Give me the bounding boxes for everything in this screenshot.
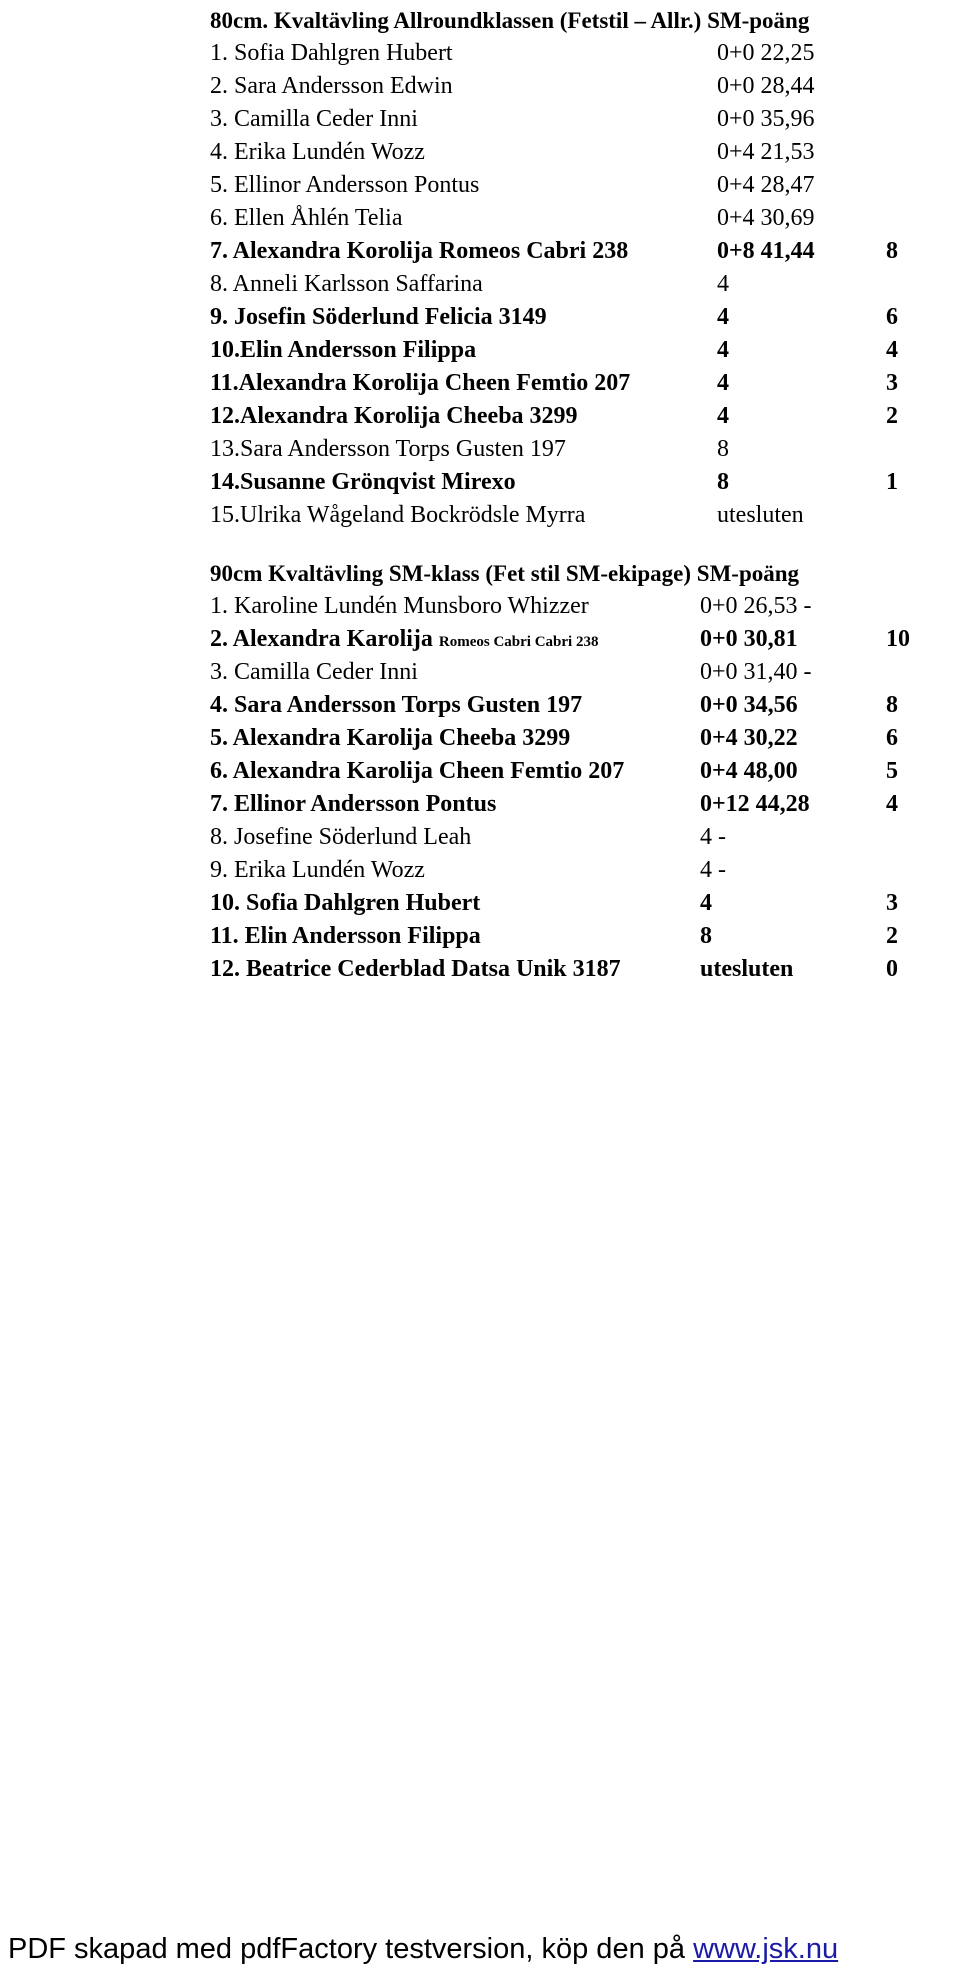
result: 0+0 35,96 [717, 106, 815, 132]
result-row [210, 755, 950, 788]
result: 0+12 44,28 [700, 791, 810, 817]
result: 0+0 28,44 [717, 73, 815, 99]
rider-name: 3. Camilla Ceder Inni [210, 106, 418, 132]
rider-name: 8. Anneli Karlsson Saffarina [210, 271, 483, 297]
rider-horse [210, 623, 598, 659]
result: 0+4 28,47 [717, 172, 815, 198]
result-row [210, 400, 950, 433]
result-row [210, 953, 950, 986]
result: 0+0 30,81 [700, 626, 798, 652]
rider-name: 6. Alexandra Karolija Cheen Femtio 207 [210, 758, 625, 784]
sm-points: 1 [886, 469, 898, 495]
result-row [210, 722, 950, 755]
result-row [210, 334, 950, 367]
rider-name: 5. Ellinor Andersson Pontus [210, 172, 480, 198]
section-80cm [210, 4, 950, 532]
rider-horse [210, 821, 471, 854]
results-list [210, 590, 950, 986]
result-row [210, 821, 950, 854]
rider-horse [210, 202, 403, 235]
result-row [210, 466, 950, 499]
sm-points: 6 [886, 725, 898, 751]
result-row [210, 499, 950, 532]
rider-horse [210, 400, 578, 433]
rider-horse [210, 235, 628, 268]
result-row [210, 689, 950, 722]
rider-name: 7. Alexandra Korolija Romeos Cabri 238 [210, 238, 629, 264]
rider-horse [210, 433, 566, 466]
rider-horse [210, 37, 453, 70]
section-title: 90cm Kvaltävling SM-klass (Fet stil SM-ekipage) SM-poäng [210, 561, 800, 586]
sm-points: 0 [886, 956, 898, 982]
result-row [210, 656, 950, 689]
rider-horse [210, 268, 483, 301]
rider-name: 8. Josefine Söderlund Leah [210, 824, 472, 850]
result-row [210, 920, 950, 953]
section-title: 80cm. Kvaltävling Allroundklassen (Fetstil – Allr.) SM-poäng [210, 8, 810, 33]
result: 0+8 41,44 [717, 238, 815, 264]
result-row [210, 854, 950, 887]
result-row [210, 367, 950, 400]
result: 0+4 21,53 [717, 139, 815, 165]
section-90cm [210, 557, 950, 986]
rider-horse [210, 169, 479, 202]
result: 0+4 30,69 [717, 205, 815, 231]
sm-points: 10 [886, 626, 910, 652]
result: 0+0 34,56 [700, 692, 798, 718]
result-row [210, 433, 950, 466]
rider-horse [210, 301, 547, 334]
result-row [210, 887, 950, 920]
result: 4 [717, 370, 729, 396]
rider-horse [210, 499, 585, 532]
result: 4 [717, 403, 729, 429]
rider-horse [210, 788, 496, 821]
sm-points: 2 [886, 403, 898, 429]
result-row [210, 70, 950, 103]
rider-name: 11. Elin Andersson Filippa [210, 923, 481, 949]
rider-horse [210, 466, 516, 499]
rider-name: 3. Camilla Ceder Inni [210, 659, 418, 685]
rider-name: 10. Sofia Dahlgren Hubert [210, 890, 481, 916]
rider-name: 15.Ulrika Wågeland Bockrödsle Myrra [210, 502, 586, 528]
rider-horse [210, 722, 570, 755]
result: utesluten [717, 502, 804, 528]
rider-horse [210, 689, 582, 722]
sm-points: 8 [886, 692, 898, 718]
rider-name: 6. Ellen Åhlén Telia [210, 205, 403, 231]
rider-horse [210, 367, 630, 400]
result: 0+0 31,40 - [700, 659, 812, 685]
rider-horse [210, 103, 418, 136]
sm-points: 4 [886, 791, 898, 817]
result-row [210, 788, 950, 821]
result: 4 [700, 890, 712, 916]
rider-name: 9. Josefin Söderlund Felicia 3149 [210, 304, 547, 330]
result: utesluten [700, 956, 794, 982]
result-row [210, 623, 950, 656]
footer-link[interactable]: www.jsk.nu [693, 1933, 839, 1965]
rider-name: 12. Beatrice Cederblad Datsa Unik 3187 [210, 956, 621, 982]
sm-points: 6 [886, 304, 898, 330]
rider-horse [210, 70, 453, 103]
sm-points: 4 [886, 337, 898, 363]
rider-name: 2. Alexandra Karolija [210, 626, 433, 652]
sm-points: 8 [886, 238, 898, 264]
rider-name: 13.Sara Andersson Torps Gusten 197 [210, 436, 566, 462]
result: 8 [717, 436, 729, 462]
result-row [210, 268, 950, 301]
sm-points: 2 [886, 923, 898, 949]
sm-points: 3 [886, 890, 898, 916]
result: 4 [717, 304, 729, 330]
rider-horse [210, 334, 476, 367]
footer-text: PDF skapad med pdfFactory testversion, köp den på [8, 1933, 694, 1965]
rider-name: 5. Alexandra Karolija Cheeba 3299 [210, 725, 571, 751]
result-row [210, 235, 950, 268]
horse-name: Romeos Cabri Cabri 238 [438, 634, 599, 650]
rider-name: 10.Elin Andersson Filippa [210, 337, 477, 363]
result-row [210, 590, 950, 623]
rider-horse [210, 656, 418, 689]
result-row [210, 103, 950, 136]
rider-name: 12.Alexandra Korolija Cheeba 3299 [210, 403, 578, 429]
result: 8 [700, 923, 712, 949]
result: 4 - [700, 824, 726, 850]
rider-horse [210, 920, 481, 953]
rider-name: 9. Erika Lundén Wozz [210, 857, 425, 883]
rider-name: 1. Karoline Lundén Munsboro Whizzer [210, 593, 589, 619]
rider-name: 4. Erika Lundén Wozz [210, 139, 425, 165]
result: 8 [717, 469, 729, 495]
rider-horse [210, 755, 624, 788]
result: 4 [717, 337, 729, 363]
rider-horse [210, 590, 589, 623]
result: 0+4 48,00 [700, 758, 798, 784]
result: 0+4 30,22 [700, 725, 798, 751]
rider-horse [210, 854, 425, 887]
result-row [210, 37, 950, 70]
result-row [210, 202, 950, 235]
result-row [210, 169, 950, 202]
result: 4 - [700, 857, 726, 883]
rider-horse [210, 136, 425, 169]
rider-name: 2. Sara Andersson Edwin [210, 73, 453, 99]
sm-points: 3 [886, 370, 898, 396]
pdf-footer [0, 1929, 960, 1969]
rider-name: 7. Ellinor Andersson Pontus [210, 791, 497, 817]
sm-points: 5 [886, 758, 898, 784]
result: 0+0 26,53 - [700, 593, 812, 619]
results-list [210, 37, 950, 532]
result: 0+0 22,25 [717, 40, 815, 66]
result: 4 [717, 271, 729, 297]
rider-horse [210, 953, 621, 986]
rider-name: 11.Alexandra Korolija Cheen Femtio 207 [210, 370, 631, 396]
rider-horse [210, 887, 480, 920]
rider-name: 1. Sofia Dahlgren Hubert [210, 40, 453, 66]
rider-name: 14.Susanne Grönqvist Mirexo [210, 469, 516, 495]
result-row [210, 136, 950, 169]
result-row [210, 301, 950, 334]
rider-name: 4. Sara Andersson Torps Gusten 197 [210, 692, 583, 718]
